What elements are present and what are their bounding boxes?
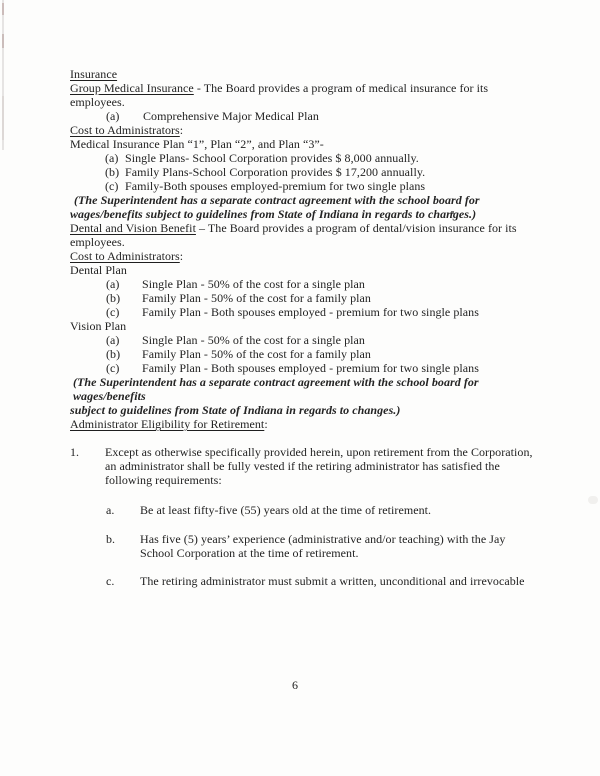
retirement-sub-a (70, 503, 542, 517)
vision-item-b (70, 347, 542, 361)
dental-vision-lead: Dental and Vision Benefit (70, 221, 196, 235)
dental-item-a (70, 277, 542, 291)
item1-line3: following requirements: (105, 473, 222, 487)
list-marker: (a) (106, 109, 120, 123)
medical-cost-item-a (70, 151, 542, 165)
superintendent-note-1 (70, 193, 542, 221)
list-item-text: Single Plans- School Corporation provides $ 8,000 annually. (125, 151, 419, 165)
sub-a-text (140, 503, 431, 517)
list-marker: (a) (106, 333, 120, 347)
note1-line1: (The Superintendent has a separate contract agreement with the school board for (74, 193, 480, 207)
list-marker: 1. (70, 445, 80, 459)
dental-cost-section (70, 249, 542, 319)
dental-vision-paragraph (70, 221, 542, 249)
list-marker: c. (106, 574, 115, 588)
note2-line1: (The Superintendent has a separate contract agreement with the school board for wages/benefits (73, 375, 479, 403)
group-medical-item-a (70, 109, 542, 123)
group-medical-paragraph (70, 81, 542, 123)
group-medical-rest: - The Board provides a program of medical insurance for its (193, 81, 489, 95)
item1-line2: an administrator shall be fully vested if the retiring administrator has satisfied the (105, 459, 500, 473)
retirement-heading-colon: : (264, 417, 268, 431)
dental-plan-title: Dental Plan (70, 263, 127, 277)
vision-item-a (70, 333, 542, 347)
dental-item-b (70, 291, 542, 305)
list-item-text: Family-Both spouses employed-premium for two single plans (125, 179, 426, 193)
group-medical-lead: Group Medical Insurance (70, 81, 194, 95)
list-marker: (b) (106, 291, 121, 305)
dental-vision-line2: employees. (70, 235, 125, 249)
retirement-sub-c (70, 574, 542, 588)
scan-artifact-left-edge-mark-2 (2, 34, 4, 48)
dv-cost-heading-text: Cost to Administrators (70, 249, 180, 263)
insurance-heading-text: Insurance (70, 67, 118, 81)
list-item-text: Family Plan - Both spouses employed - premium for two single plans (142, 305, 479, 319)
list-item-text: Family Plan - Both spouses employed - premium for two single plans (142, 361, 479, 375)
retirement-sub-b (70, 532, 542, 560)
list-marker: b. (106, 532, 116, 546)
superintendent-note-2 (70, 375, 542, 417)
list-item-text: Family Plan - 50% of the cost for a family plan (142, 291, 371, 305)
list-item-text: Family Plan - 50% of the cost for a family plan (142, 347, 371, 361)
sub-b-text (140, 532, 505, 560)
retirement-item-1-text (105, 445, 533, 487)
note1-line2: wages/benefits subject to guidelines from State of Indiana in regards to changes.) (70, 207, 477, 221)
scan-artifact-smudge (588, 496, 598, 504)
list-item-text: Single Plan - 50% of the cost for a single plan (142, 277, 365, 291)
group-medical-line1 (70, 81, 542, 95)
list-marker: (b) (106, 347, 121, 361)
retirement-heading-text: Administrator Eligibility for Retirement (70, 417, 265, 431)
list-item-text: Single Plan - 50% of the cost for a single plan (142, 333, 365, 347)
retirement-item-1 (70, 445, 542, 487)
medical-cost-item-b (70, 165, 542, 179)
dental-vision-line1 (70, 221, 542, 235)
list-marker: (a) (106, 277, 120, 291)
medical-cost-heading (70, 123, 542, 137)
vision-item-c (70, 361, 542, 375)
list-marker: (c) (105, 179, 119, 193)
dental-vision-rest: – The Board provides a program of dental/vision insurance for its (195, 221, 517, 235)
medical-cost-intro: Medical Insurance Plan “1”, Plan “2”, and Plan “3”- (70, 137, 324, 151)
note2-line2: subject to guidelines from State of Indiana in regards to changes.) (70, 403, 401, 417)
list-marker: (c) (106, 361, 120, 375)
group-medical-line2: employees. (70, 95, 125, 109)
medical-cost-heading-colon: : (179, 123, 184, 137)
list-marker: (b) (105, 165, 120, 179)
page-number: 6 (291, 678, 299, 692)
dental-item-c (70, 305, 542, 319)
vision-plan-title: Vision Plan (70, 319, 127, 333)
list-item-text: Comprehensive Major Medical Plan (143, 109, 319, 123)
document-content (70, 67, 542, 588)
list-marker: a. (106, 503, 115, 517)
dv-cost-heading-colon: : (179, 249, 184, 263)
item1-line1: Except as otherwise specifically provided herein, upon retirement from the Corporation, (105, 445, 533, 459)
list-marker: (c) (106, 305, 120, 319)
sub-c-line1: The retiring administrator must submit a written, unconditional and irrevocable (140, 574, 525, 588)
list-item-text: Family Plans-School Corporation provides $ 17,200 annually. (125, 165, 426, 179)
dv-cost-heading (70, 249, 542, 263)
scan-artifact-left-edge-mark-3 (2, 96, 4, 140)
medical-cost-item-c (70, 179, 542, 193)
insurance-heading (70, 67, 542, 81)
sub-c-text (140, 574, 525, 588)
sub-a-line1: Be at least fifty-five (55) years old at the time of retirement. (140, 503, 432, 517)
sub-b-line1: Has five (5) years’ experience (administrative and/or teaching) with the Jay (140, 532, 506, 546)
scan-artifact-left-edge-mark-1 (2, 3, 4, 15)
retirement-heading (70, 417, 542, 431)
vision-plan-section (70, 319, 542, 375)
sub-b-line2: School Corporation at the time of retirement. (140, 546, 359, 560)
medical-cost-heading-text: Cost to Administrators (70, 123, 180, 137)
list-marker: (a) (105, 151, 119, 165)
medical-cost-section (70, 123, 542, 193)
